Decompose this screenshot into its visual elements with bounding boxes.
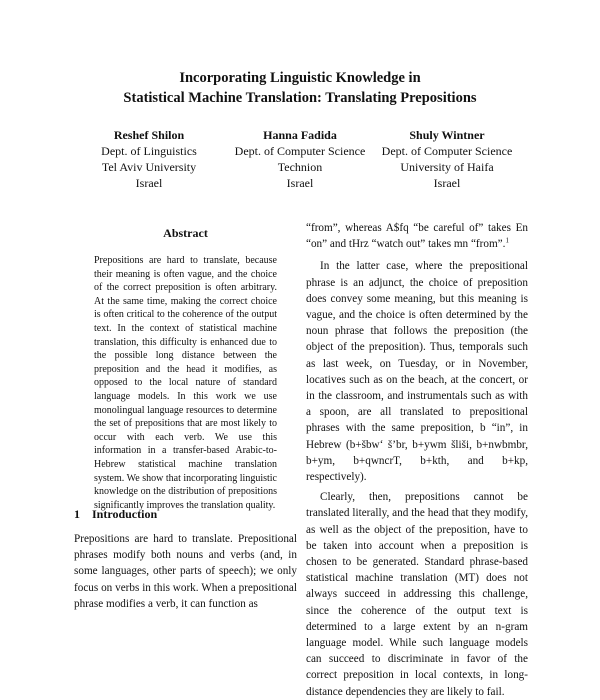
author-institution: Tel Aviv University: [101, 160, 197, 174]
right-paragraph-3: Clearly, then, prepositions cannot be translated literally, and the head that they modify, as well as the object of the preposition, have to be taken into account when a preposition is chosen to be generated. Standard phrase-based statistical machine translation (MT) does not always succeed in addressing this challenge, since the coherence of the output text is determined to a large extent by an n-gram language model. While such language models can succeed to discriminate in favor of the correct preposition in local contexts, in long-distance dependencies they are likely to fail.: [306, 491, 528, 698]
section-number: 1: [74, 507, 80, 521]
intro-paragraph: Prepositions are hard to translate. Prepositional phrases modify both nouns and verbs (and, in some languages, other parts of speech); we only focus on verbs in this work. When a prepositional phrase modifies a verb, it can function as: [74, 533, 297, 610]
paper-title-line-1: Incorporating Linguistic Knowledge in: [179, 70, 421, 86]
author-block-1: [64, 127, 234, 191]
right-column: [306, 220, 528, 700]
section-title: Introduction: [92, 507, 158, 521]
author-dept: Dept. of Computer Science: [381, 144, 513, 158]
right-paragraph-2: In the latter case, where the prepositional phrase is an adjunct, the choice of preposition does convey some meaning, but this meaning is vague, and the choice is often determined by the noun phrase that follows the preposition (the object of the preposition). Thus, temporals such as last week, on Tuesday, or in November, locatives such as on the beach, at the concert, or in the classroom, and instrumentals such as with a spoon, are all translated to prepositional phrases with the same preposition, b “in”, in Hebrew (b+šbw‘ š’br, b+ywm šliši, b+nwbmbr, b+ym, b+qwncrT, b+kth, and b+kp, respectively).: [306, 260, 528, 484]
section-heading: [74, 507, 297, 522]
author-country: Israel: [433, 176, 461, 190]
right-paragraph-1-text: “from”, whereas A$fq “be careful of” takes En “on” and tHrz “watch out” takes mn “from”.: [306, 222, 528, 251]
author-name: Reshef Shilon: [113, 128, 185, 142]
author-name: Shuly Wintner: [409, 128, 485, 142]
author-block-3: [362, 127, 532, 191]
author-country: Israel: [286, 176, 314, 190]
abstract-text: Prepositions are hard to translate, because their meaning is often vague, and the choice of the correct preposition is often arbitrary. At the same time, making the correct choice is often critical to the coherence of the output text. In the context of statistical machine translation, this difficulty is enhanced due to the possible long distance between the preposition and the head it modifies, as opposed to the local nature of standard language models. In this work we use monolingual language resources to determine the set of prepositions that are most likely to occur with each verb. We use this information in a transfer-based Arabic-to-Hebrew statistical machine translation system. We show that incorporating linguistic knowledge on the distribution of prepositions significantly improves the translation quality.: [94, 255, 277, 511]
author-dept: Dept. of Computer Science: [234, 144, 366, 158]
author-institution: University of Haifa: [400, 160, 494, 174]
author-country: Israel: [135, 176, 163, 190]
footnote-marker: 1: [505, 236, 509, 245]
abstract-heading: Abstract: [163, 226, 208, 240]
author-institution: Technion: [277, 160, 323, 174]
paper-title: [0, 68, 600, 108]
author-name: Hanna Fadida: [263, 128, 337, 142]
right-paragraph-1: [306, 220, 528, 252]
author-block-2: [215, 127, 385, 191]
paper-title-line-2: Statistical Machine Translation: Translating Prepositions: [123, 90, 477, 106]
author-dept: Dept. of Linguistics: [101, 144, 197, 158]
